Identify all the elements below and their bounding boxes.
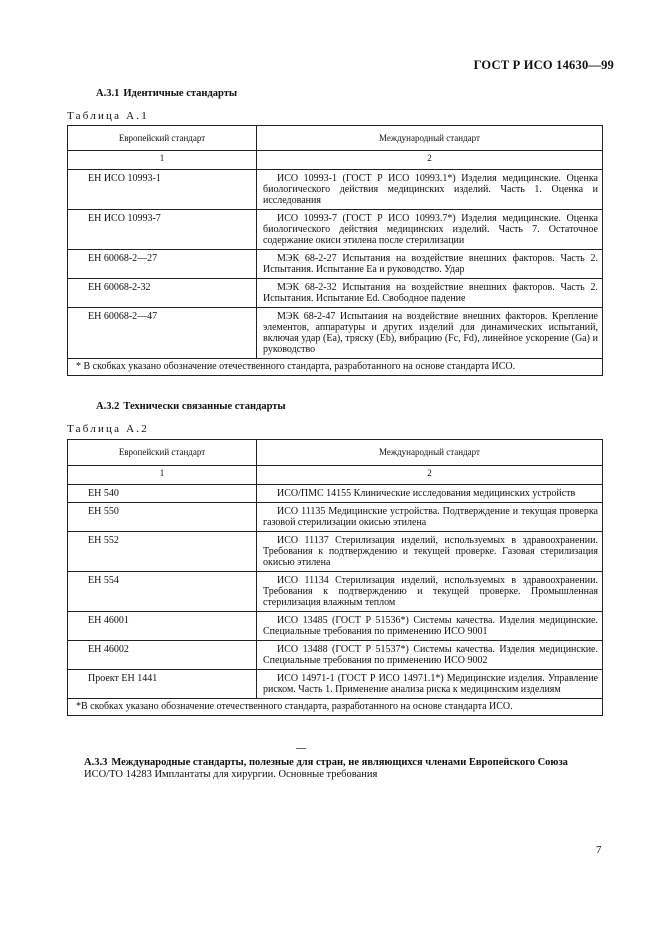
section-a31-title: Идентичные стандарты (123, 88, 238, 99)
table-a2-colnum-2: 2 (257, 466, 603, 485)
table-row (68, 532, 603, 572)
international-standard-cell: ИСО 13488 (ГОСТ Р 51537*) Системы качества. Изделия медицинские. Специальные требования по применению ИСО 9002 (257, 641, 603, 670)
table-a2-caption: Таблица А.2 (67, 423, 149, 435)
table-a2-header-european: Европейский стандарт (68, 440, 257, 466)
table-a2-header-international: Международный стандарт (257, 440, 603, 466)
european-standard-cell: ЕН 550 (68, 503, 257, 532)
table-row (68, 612, 603, 641)
international-standard-cell: ИСО 13485 (ГОСТ Р 51536*) Системы качества. Изделия медицинские. Специальные требования по применению ИСО 9001 (257, 612, 603, 641)
table-row (68, 210, 603, 250)
table-a1-caption: Таблица А.1 (67, 110, 149, 122)
international-standard-cell: МЭК 68-2-32 Испытания на воздействие внешних факторов. Часть 2. Испытания. Испытание Ed. Свободное падение (257, 279, 603, 308)
table-a1-colnum-2: 2 (257, 151, 603, 170)
international-standard-cell: ИСО 11135 Медицинские устройства. Подтверждение и текущая проверка газовой стерилизации окисью этилена (257, 503, 603, 532)
european-standard-cell: ЕН ИСО 10993-1 (68, 170, 257, 210)
table-row (68, 572, 603, 612)
european-standard-cell: ЕН 60068-2—27 (68, 250, 257, 279)
international-standard-cell: ИСО 10993-1 (ГОСТ Р ИСО 10993.1*) Изделия медицинские. Оценка биологического действия медицинских изделий. Часть 1. Оценка и исследования (257, 170, 603, 210)
table-row (68, 503, 603, 532)
european-standard-cell: Проект ЕН 1441 (68, 670, 257, 699)
section-a33 (84, 757, 568, 781)
table-row (68, 641, 603, 670)
table-a2-colnum-1: 1 (68, 466, 257, 485)
section-a33-number: А.3.3 (84, 757, 108, 768)
european-standard-cell: ЕН ИСО 10993-7 (68, 210, 257, 250)
table-a1-footnote: * В скобках указано обозначение отечественного стандарта, разработанного на основе стандарта ИСО. (68, 359, 603, 376)
international-standard-cell: ИСО 11137 Стерилизация изделий, используемых в здравоохранении. Требования к подтверждению и текущей проверке. Газовая стерилизация окисью этилена (257, 532, 603, 572)
section-a32-heading (96, 401, 286, 412)
international-standard-cell: ИСО 14971-1 (ГОСТ Р ИСО 14971.1*) Медицинские изделия. Управление риском. Часть 1. Применение анализа риска к медицинским изделиям (257, 670, 603, 699)
section-a32-title: Технически связанные стандарты (123, 401, 286, 412)
section-a33-item: ИСО/ТО 14283 Имплантаты для хирургии. Основные требования (84, 769, 378, 780)
table-a2 (67, 439, 603, 716)
table-row (68, 308, 603, 359)
international-standard-cell: ИСО 11134 Стерилизация изделий, используемых в здравоохранении. Требования к подтверждению и текущей проверке. Промышленная стерилизация влажным теплом (257, 572, 603, 612)
european-standard-cell: ЕН 554 (68, 572, 257, 612)
table-a1 (67, 125, 603, 376)
section-divider (296, 748, 306, 749)
european-standard-cell: ЕН 540 (68, 485, 257, 503)
section-a31-number: А.3.1 (96, 88, 120, 99)
international-standard-cell: ИСО 10993-7 (ГОСТ Р ИСО 10993.7*) Изделия медицинские. Оценка биологического действия медицинских изделий. Часть 7. Остаточное содержание окиси этилена после стерилизации (257, 210, 603, 250)
european-standard-cell: ЕН 60068-2—47 (68, 308, 257, 359)
european-standard-cell: ЕН 46001 (68, 612, 257, 641)
table-row (68, 279, 603, 308)
european-standard-cell: ЕН 552 (68, 532, 257, 572)
table-a1-colnum-1: 1 (68, 151, 257, 170)
page-number: 7 (596, 844, 602, 856)
international-standard-cell: МЭК 68-2-47 Испытания на воздействие внешних факторов. Крепление элементов, аппаратуры и других изделий для динамических испытаний, включая удар (Ea), тряску (Eb), вибрацию (Fc, Fd), линейное ускорение (Ga) и руководство (257, 308, 603, 359)
table-a1-header-european: Европейский стандарт (68, 126, 257, 151)
section-a32-number: А.3.2 (96, 401, 120, 412)
document-id-header: ГОСТ Р ИСО 14630—99 (473, 58, 614, 72)
international-standard-cell: МЭК 68-2-27 Испытания на воздействие внешних факторов. Часть 2. Испытания. Испытание Еа и руководство. Удар (257, 250, 603, 279)
table-row (68, 250, 603, 279)
table-a1-header-international: Международный стандарт (257, 126, 603, 151)
table-row (68, 170, 603, 210)
european-standard-cell: ЕН 60068-2-32 (68, 279, 257, 308)
section-a33-title: Международные стандарты, полезные для стран, не являющихся членами Европейского Союза (111, 757, 568, 768)
section-a31-heading (96, 88, 237, 99)
table-a2-footnote: *В скобках указано обозначение отечественного стандарта, разработанного на основе стандарта ИСО. (68, 699, 603, 716)
international-standard-cell: ИСО/ПМС 14155 Клинические исследования медицинских устройств (257, 485, 603, 503)
european-standard-cell: ЕН 46002 (68, 641, 257, 670)
table-row (68, 485, 603, 503)
table-row (68, 670, 603, 699)
